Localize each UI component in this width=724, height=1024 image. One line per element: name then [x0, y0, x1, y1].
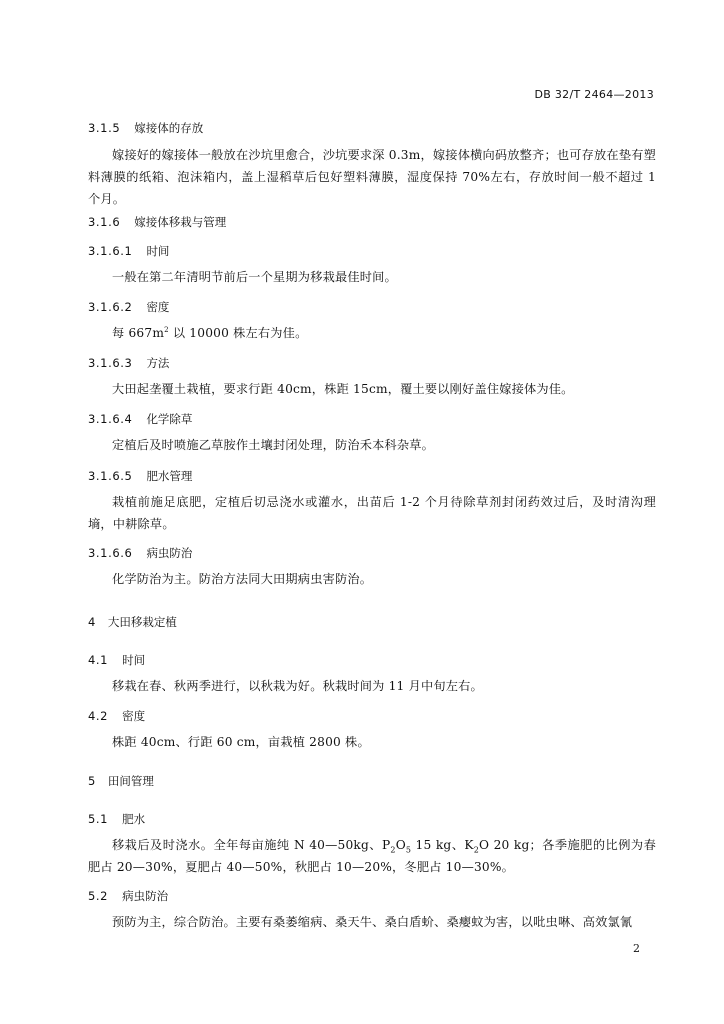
section-title: 时间: [122, 653, 146, 667]
section-heading-3-1-6-4: [88, 411, 192, 427]
section-number: 5.2: [88, 889, 109, 903]
page-number: 2: [633, 942, 640, 955]
section-number: 5.1: [88, 812, 109, 826]
paragraph-5-1: [88, 834, 656, 878]
section-number: 3.1.6.1: [88, 244, 133, 258]
section-heading-4-2: [88, 708, 145, 724]
paragraph-3-1-6-1: 一般在第二年清明节前后一个星期为移栽最佳时间。: [112, 270, 397, 284]
section-title: 密度: [122, 709, 146, 723]
section-number: 5: [88, 774, 96, 788]
paragraph-3-1-6-3: 大田起垄覆土栽植，要求行距 40cm，株距 15cm，覆土要以刚好盖住嫁接体为佳。: [112, 382, 574, 396]
paragraph-text: 15 kg、K: [411, 838, 474, 852]
paragraph-3-1-5: 嫁接好的嫁接体一般放在沙坑里愈合，沙坑要求深 0.3m，嫁接体横向码放整齐；也可存放在垫有塑料薄膜的纸箱、泡沫箱内，盖上湿稻草后包好塑料薄膜，湿度保持 70%左右，存放时间一般不超过 1 个月。: [88, 148, 656, 206]
section-title: 肥水: [122, 812, 146, 826]
paragraph-text: 移栽后及时浇水。全年每亩施纯 N 40—50kg、P: [112, 838, 391, 852]
paragraph-3-1-6-6: 化学防治为主。防治方法同大田期病虫害防治。: [112, 572, 373, 586]
section-title: 病虫防治: [122, 889, 169, 903]
section-number: 3.1.6.4: [88, 412, 133, 426]
section-heading-3-1-5: [88, 120, 203, 136]
section-title: 肥水管理: [146, 469, 193, 483]
section-title: 方法: [146, 356, 170, 370]
section-heading-5: [88, 773, 154, 789]
section-title: 化学除草: [146, 412, 193, 426]
section-heading-3-1-6-3: [88, 355, 169, 371]
paragraph-3-1-6-4: 定植后及时喷施乙草胺作土壤封闭处理，防治禾本科杂草。: [112, 438, 435, 452]
subscript: 2: [473, 845, 480, 855]
section-heading-3-1-6-6: [88, 545, 192, 561]
paragraph-5-2: 预防为主，综合防治。主要有桑萎缩病、桑天牛、桑白盾蚧、桑瘿蚊为害，以吡虫啉、高效氯氰: [112, 915, 633, 929]
subscript: 5: [405, 845, 412, 855]
paragraph-text: O: [395, 838, 406, 852]
paragraph-text: 以 10000 株左右为佳。: [168, 326, 308, 340]
section-title: 密度: [146, 300, 170, 314]
paragraph-text: O 20 kg；各季施肥的比例为春肥占 20—30%，夏肥占 40—50%，秋肥占 10—20%，冬肥占 10—30%。: [88, 838, 657, 874]
section-heading-4-1: [88, 652, 145, 668]
section-title: 嫁接体的存放: [134, 121, 204, 135]
section-number: 4: [88, 615, 96, 629]
section-title: 大田移栽定植: [107, 615, 177, 629]
section-number: 3.1.6.6: [88, 546, 133, 560]
section-heading-5-1: [88, 811, 145, 827]
paragraph-3-1-6-2: [88, 322, 656, 344]
section-heading-3-1-6: [88, 214, 226, 230]
paragraph-text: 每 667m: [112, 326, 165, 340]
section-title: 时间: [146, 244, 170, 258]
subscript: 2: [390, 845, 396, 855]
paragraph-3-1-6-5: 栽植前施足底肥，定植后切忌浇水或灌水，出苗后 1-2 个月待除草剂封闭药效过后，及时清沟理墒，中耕除草。: [88, 495, 656, 531]
section-number: 4.1: [88, 653, 109, 667]
section-title: 病虫防治: [146, 546, 193, 560]
section-number: 3.1.6.2: [88, 300, 133, 314]
section-number: 3.1.5: [88, 121, 121, 135]
document-code: DB 32/T 2464—2013: [534, 88, 654, 101]
section-heading-3-1-6-2: [88, 299, 169, 315]
section-number: 4.2: [88, 709, 109, 723]
paragraph-4-1: 移栽在春、秋两季进行，以秋栽为好。秋栽时间为 11 月中旬左右。: [112, 679, 483, 693]
section-number: 3.1.6: [88, 215, 121, 229]
superscript: 2: [164, 325, 169, 334]
section-title: 田间管理: [107, 774, 154, 788]
section-number: 3.1.6.5: [88, 469, 133, 483]
section-heading-3-1-6-1: [88, 243, 169, 259]
section-title: 嫁接体移栽与管理: [134, 215, 227, 229]
section-heading-3-1-6-5: [88, 468, 192, 484]
section-heading-4: [88, 614, 177, 630]
section-heading-5-2: [88, 888, 168, 904]
paragraph-4-2: 株距 40cm、行距 60 cm，亩栽植 2800 株。: [112, 735, 370, 749]
section-number: 3.1.6.3: [88, 356, 133, 370]
